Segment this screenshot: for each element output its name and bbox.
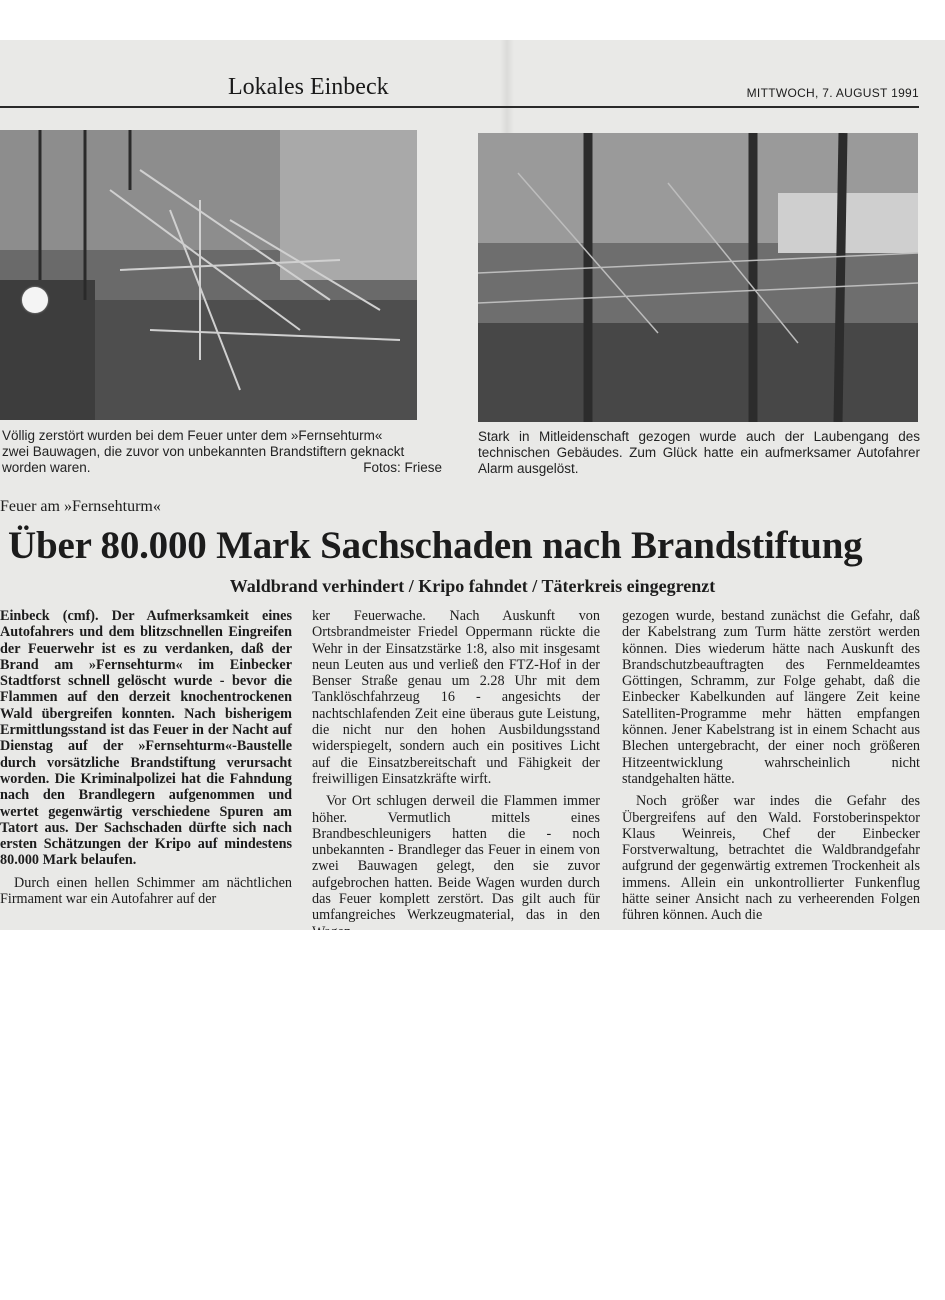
article-subhead: Waldbrand verhindert / Kripo fahndet / Täterkreis eingegrenzt [229,576,716,596]
article-lead: Einbeck (cmf). Der Aufmerksamkeit eines Autofahrers und dem blitzschnellen Eingreifen der Feuerwehr ist es zu verdanken, daß der Brand am »Fernsehturm« im Einbecker Stadtforst schnell gelöscht wurde - bevor die Flammen auf den derzeit knochentrockenen Wald übergreifen konnten. Nach bisherigem Ermittlungsstand ist das Feuer in der Nacht auf Dienstag auf der »Fernsehturm«-Baustelle durch vorsätzliche Brandstiftung verursacht worden. Die Kriminalpolizei hat die Fahndung nach den Brandlegern aufgenommen und wertet gegenwärtig verschiedene Spuren am Tatort aus. Der Sachschaden dürfte sich nach ersten Schätzungen der Kripo auf mindestens 80.000 Mark belaufen. [0,608,292,869]
issue-date: MITTWOCH, 7. AUGUST 1991 [746,86,919,100]
photo-damaged-walkway [478,133,918,422]
article-column-2 [312,608,600,940]
photo-credit: Fotos: Friese [363,460,442,475]
header-rule [0,106,919,108]
article-headline: Über 80.000 Mark Sachschaden nach Brandstiftung [8,524,863,567]
photo-burnt-trailers [0,130,417,420]
article-paragraph: gezogen wurde, bestand zunächst die Gefahr, daß der Kabelstrang zum Turm hätte zerstört werden können. Dies wiederum hätte nach Auskunft des Brandschutzbeauftragten des Fernmeldeamtes Göttingen, Schramm, zur Folge gehabt, daß die Einbecker Kabelkunden auf längere Zeit keine Satelliten-Programme mehr hätten empfangen können. Jener Kabelstrang ist in einem Schacht aus Blechen untergebracht, der einer noch größeren Hitzeentwicklung wahrscheinlich nicht standgehalten hätte. [622,608,920,787]
clipping-torn-edge [0,930,945,970]
article-paragraph: ker Feuerwache. Nach Auskunft von Ortsbrandmeister Friedel Oppermann rückte die Wehr in der Einsatzstärke 1:8, also mit insgesamt neun Leuten aus und verließ den FTZ-Hof in der Benser Straße genau um 2.28 Uhr mit dem Tanklöschfahrzeug 16 - angesichts der nachtschlafenden Zeit eine überaus gute Leistung, die nicht nur den hohen Ausbildungsstand widerspiegelt, sondern auch ein positives Licht auf die Einsatzbereitschaft und Fähigkeit der freiwilligen Einsatzkräfte wirft. [312,608,600,787]
section-title: Lokales Einbeck [228,74,389,100]
photo-caption-left [2,428,442,476]
article-paragraph: Noch größer war indes die Gefahr des Übergreifens auf den Wald. Forstoberinspektor Klaus Weinreis, Chef der Einbecker Forstverwaltung, betrachtet die Waldbrandgefahr aufgrund der gegenwärtig extremen Trockenheit als immens. Allein ein unkontrollierter Funkenflug hätte seiner Ansicht nach zu verheerenden Folgen führen können. Auch die [622,793,920,924]
article-paragraph: Durch einen hellen Schimmer am nächtlichen Firmament war ein Autofahrer auf der [0,874,292,908]
punch-hole [22,287,48,313]
article-column-1 [0,608,292,907]
article-kicker: Feuer am »Fernsehturm« [0,498,161,515]
caption-line: worden waren. [2,460,91,475]
article-paragraph: Vor Ort schlugen derweil die Flammen immer höher. Vermutlich mittels eines Brandbeschleunigers hatten die - noch unbekannten - Brandleger das Feuer in einem von zwei Bauwagen gelegt, den sie zuvor aufgebrochen hatten. Beide Wagen wurden durch das Feuer komplett zerstört. Das gilt auch für umfangreiches Werkzeugmaterial, das in den [312,793,600,924]
caption-line: zwei Bauwagen, die zuvor von unbekannten Brandstiftern geknackt [2,444,405,459]
caption-line: Völlig zerstört wurden bei dem Feuer unter dem »Fernsehturm« [2,428,383,443]
article-column-3 [622,608,920,924]
photo-caption-right: Stark in Mitleidenschaft gezogen wurde auch der Laubengang des technischen Gebäudes. Zum Glück hatte ein aufmerksamer Autofahrer Alarm ausgelöst. [478,429,920,476]
